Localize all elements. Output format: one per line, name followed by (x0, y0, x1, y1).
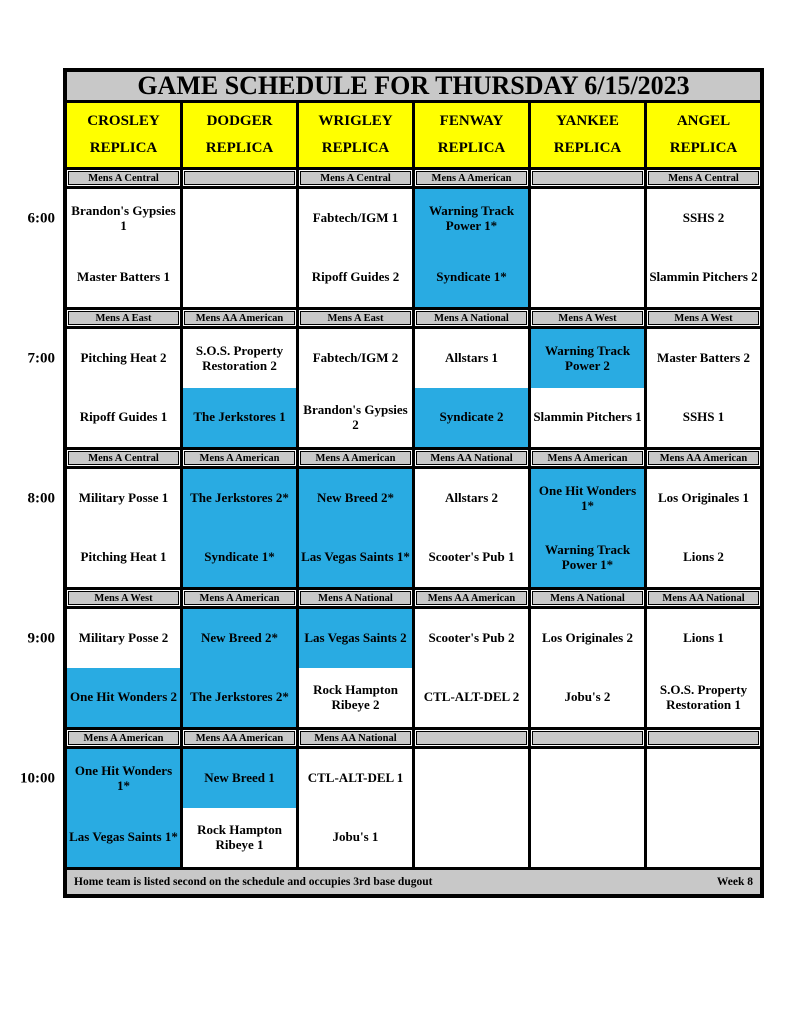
league-label: Mens A American (532, 451, 643, 465)
time-label: 9:00 (27, 630, 55, 646)
field-type: REPLICA (553, 140, 622, 156)
game-cell (67, 189, 180, 307)
visitor-team (531, 749, 644, 808)
visitor-team (647, 749, 760, 808)
league-label: Mens A American (416, 171, 527, 185)
game-cell (183, 189, 296, 307)
visitor-team: Lions 1 (683, 630, 724, 646)
league-cell (67, 310, 180, 326)
league-cell (647, 730, 760, 746)
league-cell (531, 170, 644, 186)
league-label: Mens AA National (416, 451, 527, 465)
visitor-team: Warning Track Power 2 (531, 329, 644, 388)
visitor-team: Los Originales 2 (541, 630, 633, 646)
league-cell (299, 170, 412, 186)
league-label: Mens A American (68, 731, 179, 745)
league-cell (531, 450, 644, 466)
home-team: Syndicate 1* (183, 528, 296, 587)
league-label: Mens A East (300, 311, 411, 325)
league-label: Mens A West (532, 311, 643, 325)
league-label: Mens A Central (68, 171, 179, 185)
visitor-team: Pitching Heat 2 (80, 350, 167, 366)
league-label: Mens A American (184, 591, 295, 605)
visitor-team: Military Posse 2 (78, 630, 169, 646)
field-type: REPLICA (205, 140, 274, 156)
visitor-team: S.O.S. Property Restoration 2 (195, 342, 284, 373)
league-cell (183, 590, 296, 606)
schedule-table (63, 68, 764, 898)
league-cell (67, 170, 180, 186)
game-cell (67, 329, 180, 447)
visitor-team (183, 189, 296, 248)
home-team: Warning Track Power 1* (531, 528, 644, 587)
league-label: Mens A Central (648, 171, 759, 185)
league-label: Mens A National (416, 311, 527, 325)
home-team: Scooter's Pub 1 (428, 549, 515, 565)
game-cell (647, 609, 760, 727)
league-label: Mens A Central (68, 451, 179, 465)
home-team: Jobu's 2 (564, 689, 611, 705)
visitor-team: Las Vegas Saints 2 (299, 609, 412, 668)
league-cell (67, 590, 180, 606)
visitor-team: New Breed 1 (183, 749, 296, 808)
league-cell (415, 170, 528, 186)
home-team: One Hit Wonders 2 (67, 668, 180, 727)
field-name: ANGEL (676, 113, 731, 129)
league-cell (647, 590, 760, 606)
visitor-team (531, 189, 644, 248)
field-header-crosley (67, 103, 180, 167)
league-label: Mens A West (648, 311, 759, 325)
league-cell (531, 310, 644, 326)
game-cell (531, 749, 644, 867)
field-type: REPLICA (669, 140, 738, 156)
page-title: GAME SCHEDULE FOR THURSDAY 6/15/2023 (67, 72, 760, 100)
field-header-dodger (183, 103, 296, 167)
home-team: S.O.S. Property Restoration 1 (659, 681, 748, 712)
league-label: Mens AA American (416, 591, 527, 605)
game-cell (647, 189, 760, 307)
league-label (532, 171, 643, 185)
home-team: The Jerkstores 1 (183, 388, 296, 447)
visitor-team: Los Originales 1 (657, 490, 749, 506)
field-header-angel (647, 103, 760, 167)
game-cell (415, 609, 528, 727)
visitor-team: SSHS 2 (682, 210, 725, 226)
league-label: Mens A Central (300, 171, 411, 185)
league-cell (299, 590, 412, 606)
home-team (531, 808, 644, 867)
home-team: Brandon's Gypsies 2 (303, 401, 408, 432)
game-cell (183, 469, 296, 587)
home-team: Ripoff Guides 1 (79, 409, 168, 425)
league-label (184, 171, 295, 185)
time-label: 7:00 (27, 350, 55, 366)
visitor-team: Brandon's Gypsies 1 (71, 202, 176, 233)
visitor-team: Fabtech/IGM 2 (312, 350, 399, 366)
league-label (416, 731, 527, 745)
field-name: FENWAY (439, 113, 504, 129)
time-label: 8:00 (27, 490, 55, 506)
league-cell (183, 450, 296, 466)
game-cell (415, 749, 528, 867)
league-label: Mens A East (68, 311, 179, 325)
game-cell (299, 329, 412, 447)
visitor-team: Allstars 2 (444, 490, 499, 506)
league-cell (647, 450, 760, 466)
league-label: Mens A National (300, 591, 411, 605)
time-label: 6:00 (27, 210, 55, 226)
league-label (648, 731, 759, 745)
visitor-team: The Jerkstores 2* (183, 469, 296, 528)
visitor-team: Allstars 1 (444, 350, 499, 366)
time-label: 10:00 (20, 770, 55, 786)
home-team: Jobu's 1 (332, 829, 379, 845)
league-label: Mens AA American (184, 731, 295, 745)
home-team: The Jerkstores 2* (183, 668, 296, 727)
game-cell (299, 749, 412, 867)
home-team: Lions 2 (683, 549, 724, 565)
league-label: Mens AA American (184, 311, 295, 325)
league-cell (415, 310, 528, 326)
home-team: Pitching Heat 1 (80, 549, 167, 565)
field-name: YANKEE (556, 113, 619, 129)
league-label (532, 731, 643, 745)
league-label: Mens A West (68, 591, 179, 605)
league-cell (415, 730, 528, 746)
field-header-wrigley (299, 103, 412, 167)
home-team (415, 808, 528, 867)
game-cell (531, 329, 644, 447)
visitor-team (415, 749, 528, 808)
league-label: Mens AA National (300, 731, 411, 745)
home-team: Slammin Pitchers 2 (649, 269, 758, 285)
league-cell (299, 450, 412, 466)
game-cell (67, 469, 180, 587)
home-team (183, 248, 296, 307)
visitor-team: Scooter's Pub 2 (428, 630, 515, 646)
game-cell (647, 329, 760, 447)
home-team (647, 808, 760, 867)
week-label: Week 8 (716, 876, 753, 888)
game-cell (299, 609, 412, 727)
league-cell (415, 450, 528, 466)
league-cell (67, 450, 180, 466)
visitor-team: One Hit Wonders 1* (531, 469, 644, 528)
game-cell (183, 329, 296, 447)
home-team: CTL-ALT-DEL 2 (423, 689, 520, 705)
footer (67, 870, 760, 894)
visitor-team: Military Posse 1 (78, 490, 169, 506)
visitor-team: Master Batters 2 (657, 350, 750, 366)
visitor-team: CTL-ALT-DEL 1 (307, 770, 404, 786)
home-team: Syndicate 1* (415, 248, 528, 307)
footer-note: Home team is listed second on the schedule and occupies 3rd base dugout (74, 876, 433, 888)
game-cell (67, 749, 180, 867)
league-cell (183, 310, 296, 326)
field-name: DODGER (206, 113, 273, 129)
game-cell (299, 469, 412, 587)
visitor-team: Warning Track Power 1* (415, 189, 528, 248)
league-label: Mens AA National (648, 591, 759, 605)
field-type: REPLICA (89, 140, 158, 156)
league-cell (415, 590, 528, 606)
game-cell (183, 749, 296, 867)
home-team: Las Vegas Saints 1* (67, 808, 180, 867)
league-cell (531, 590, 644, 606)
home-team: Syndicate 2 (415, 388, 528, 447)
home-team: Master Batters 1 (77, 269, 170, 285)
league-cell (299, 730, 412, 746)
league-label: Mens A National (532, 591, 643, 605)
game-cell (183, 609, 296, 727)
home-team: Rock Hampton Ribeye 1 (197, 821, 282, 852)
home-team: Slammin Pitchers 1 (533, 409, 642, 425)
game-cell (531, 189, 644, 307)
league-label: Mens A American (184, 451, 295, 465)
field-header-fenway (415, 103, 528, 167)
home-team: Rock Hampton Ribeye 2 (313, 681, 398, 712)
league-label: Mens A American (300, 451, 411, 465)
league-cell (647, 310, 760, 326)
game-cell (67, 609, 180, 727)
field-name: CROSLEY (87, 113, 160, 129)
game-cell (647, 469, 760, 587)
visitor-team: New Breed 2* (183, 609, 296, 668)
league-cell (531, 730, 644, 746)
league-label: Mens AA American (648, 451, 759, 465)
field-name: WRIGLEY (318, 113, 393, 129)
league-cell (67, 730, 180, 746)
field-type: REPLICA (321, 140, 390, 156)
home-team: Las Vegas Saints 1* (299, 528, 412, 587)
game-cell (647, 749, 760, 867)
home-team (531, 248, 644, 307)
league-cell (647, 170, 760, 186)
game-cell (299, 189, 412, 307)
visitor-team: New Breed 2* (299, 469, 412, 528)
home-team: SSHS 1 (682, 409, 725, 425)
visitor-team: One Hit Wonders 1* (67, 749, 180, 808)
game-cell (531, 609, 644, 727)
game-cell (415, 469, 528, 587)
league-cell (183, 730, 296, 746)
game-cell (415, 329, 528, 447)
field-header-yankee (531, 103, 644, 167)
league-cell (299, 310, 412, 326)
league-cell (183, 170, 296, 186)
visitor-team: Fabtech/IGM 1 (312, 210, 399, 226)
home-team: Ripoff Guides 2 (311, 269, 400, 285)
field-type: REPLICA (437, 140, 506, 156)
game-cell (531, 469, 644, 587)
game-cell (415, 189, 528, 307)
